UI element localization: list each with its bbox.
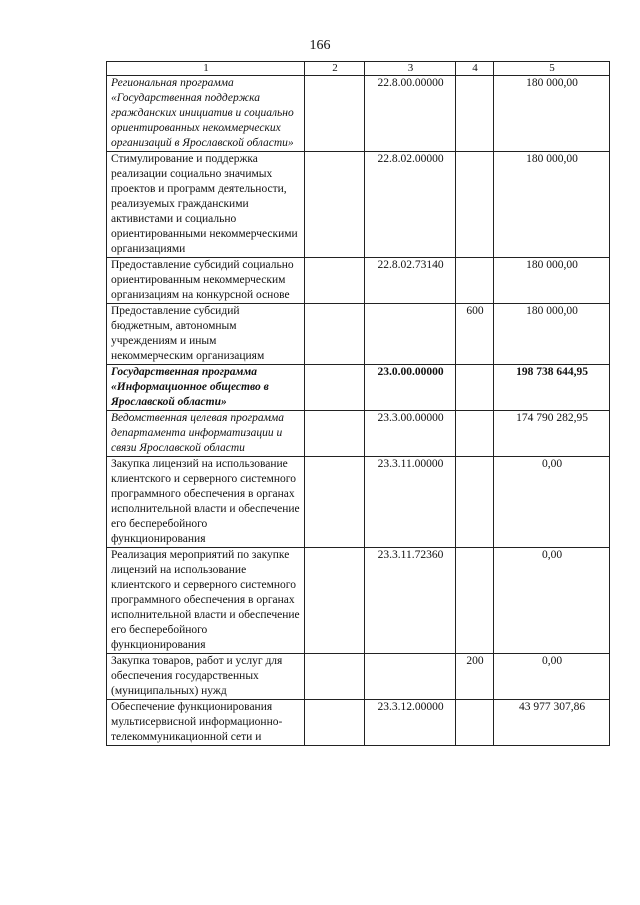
header-col-2: 2	[305, 62, 365, 76]
row-code	[365, 654, 456, 700]
row-code: 22.8.00.00000	[365, 76, 456, 152]
row-sum: 0,00	[494, 457, 610, 548]
row-expense-type	[456, 457, 494, 548]
row-code: 23.3.00.00000	[365, 411, 456, 457]
row-name: Предоставление субсидий социально ориентированным некоммерческим организациям на конкурсной основе	[107, 258, 305, 304]
row-name: Реализация мероприятий по закупке лицензий на использование клиентского и серверного системного программного обеспечения в органах исполнительной власти и обеспечение его бесперебойного функционирования	[107, 548, 305, 654]
row-code: 23.3.12.00000	[365, 700, 456, 746]
row-sum: 43 977 307,86	[494, 700, 610, 746]
row-code	[365, 304, 456, 365]
row-expense-type	[456, 258, 494, 304]
row-name: Закупка товаров, работ и услуг для обеспечения государственных (муниципальных) нужд	[107, 654, 305, 700]
table-row	[107, 654, 610, 700]
row-expense-type: 200	[456, 654, 494, 700]
row-col2	[305, 411, 365, 457]
row-code: 23.3.11.00000	[365, 457, 456, 548]
row-expense-type	[456, 76, 494, 152]
table-row	[107, 304, 610, 365]
row-expense-type	[456, 365, 494, 411]
row-code: 22.8.02.00000	[365, 152, 456, 258]
table-row	[107, 258, 610, 304]
row-col2	[305, 654, 365, 700]
row-sum: 180 000,00	[494, 258, 610, 304]
row-col2	[305, 258, 365, 304]
row-col2	[305, 548, 365, 654]
row-col2	[305, 304, 365, 365]
header-col-1: 1	[107, 62, 305, 76]
row-sum: 180 000,00	[494, 304, 610, 365]
row-sum: 198 738 644,95	[494, 365, 610, 411]
row-code: 23.0.00.00000	[365, 365, 456, 411]
row-name: Государственная программа «Информационное общество в Ярославской области»	[107, 365, 305, 411]
row-expense-type	[456, 152, 494, 258]
table-header-row	[107, 62, 610, 76]
table-row	[107, 700, 610, 746]
row-name: Предоставление субсидий бюджетным, автономным учреждениям и иным некоммерческим организациям	[107, 304, 305, 365]
table-row	[107, 152, 610, 258]
budget-table	[106, 61, 610, 746]
row-name: Закупка лицензий на использование клиентского и серверного системного программного обеспечения в органах исполнительной власти и обеспечение его бесперебойного функционирования	[107, 457, 305, 548]
row-sum: 174 790 282,95	[494, 411, 610, 457]
header-col-3: 3	[365, 62, 456, 76]
row-code: 23.3.11.72360	[365, 548, 456, 654]
row-name: Региональная программа «Государственная поддержка гражданских инициатив и социально ориентированных некоммерческих организаций в Ярославской области»	[107, 76, 305, 152]
row-sum: 0,00	[494, 654, 610, 700]
row-sum: 180 000,00	[494, 76, 610, 152]
page-number: 166	[309, 38, 331, 53]
row-expense-type	[456, 411, 494, 457]
row-col2	[305, 700, 365, 746]
row-col2	[305, 152, 365, 258]
header-col-5: 5	[494, 62, 610, 76]
row-expense-type	[456, 548, 494, 654]
row-col2	[305, 76, 365, 152]
row-name: Ведомственная целевая программа департамента информатизации и связи Ярославской области	[107, 411, 305, 457]
table-row	[107, 548, 610, 654]
table-row	[107, 76, 610, 152]
table-row	[107, 411, 610, 457]
header-col-4: 4	[456, 62, 494, 76]
row-col2	[305, 457, 365, 548]
row-name: Обеспечение функционирования мультисервисной информационно-телекоммуникационной сети и	[107, 700, 305, 746]
row-sum: 180 000,00	[494, 152, 610, 258]
row-code: 22.8.02.73140	[365, 258, 456, 304]
row-expense-type	[456, 700, 494, 746]
row-expense-type: 600	[456, 304, 494, 365]
table-row	[107, 457, 610, 548]
row-sum: 0,00	[494, 548, 610, 654]
row-name: Стимулирование и поддержка реализации социально значимых проектов и программ деятельности, реализуемых гражданскими активистами и социально ориентированными некоммерческими организациями	[107, 152, 305, 258]
table-row	[107, 365, 610, 411]
row-col2	[305, 365, 365, 411]
